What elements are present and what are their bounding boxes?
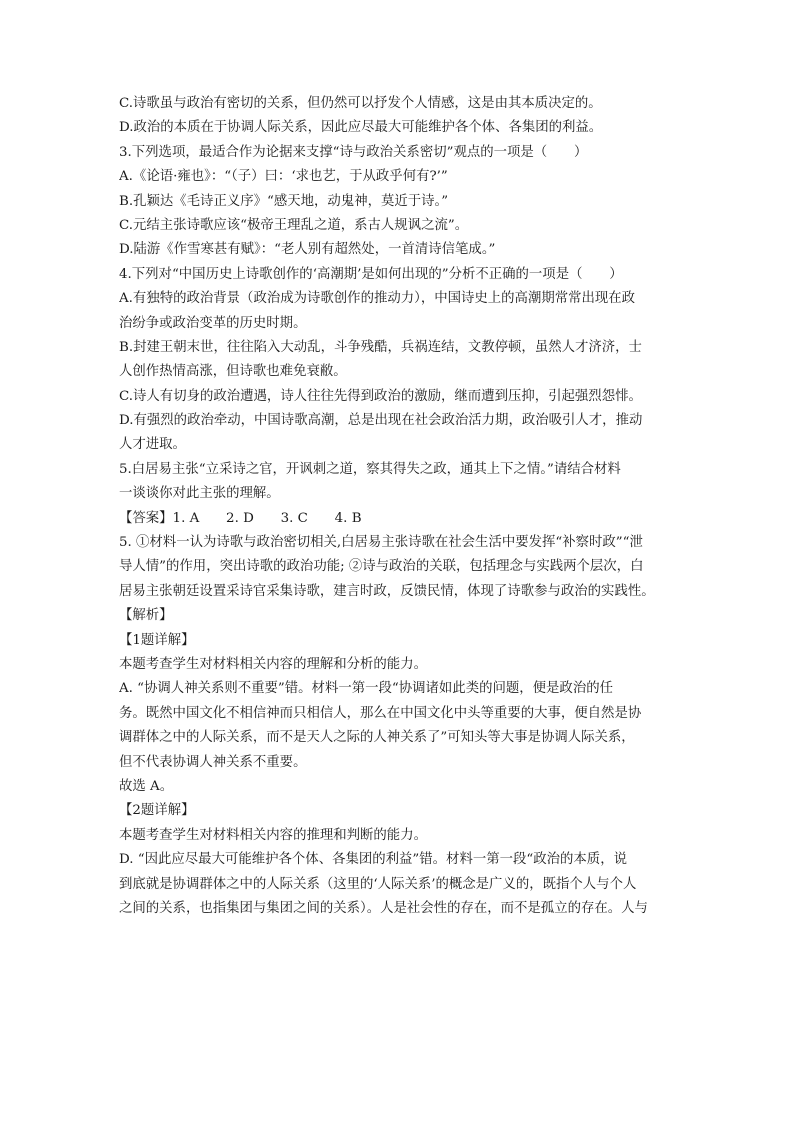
question-2-detail-heading: 【2题详解】	[119, 803, 195, 819]
answer-5-line-1: 5. ①材料一认为诗歌与政治密切相关,白居易主张诗歌在社会生活中要发挥“补察时政”“泄	[119, 535, 643, 551]
answer-5-line-3: 居易主张朝廷设置采诗官采集诗歌，建言时政，反馈民情，体现了诗歌参与政治的实践性。	[119, 583, 655, 599]
question-4-option-d-line-2: 人才进取。	[119, 437, 186, 453]
question-1-detail-heading: 【1题详解】	[119, 632, 195, 648]
question-2-detail-line-3: 之间的关系，也指集团与集团之间的关系）。人是社会性的存在，而不是孤立的存在。人与	[119, 900, 648, 916]
question-3-stem: 3.下列选项，最适合作为论据来支撑“诗与政治关系密切”观点的一项是（ ）	[119, 144, 588, 160]
option-c-line: C.诗歌虽与政治有密切的关系，但仍然可以抒发个人情感，这是由其本质决定的。	[119, 96, 602, 111]
question-3-option-b: B.孔颖达《毛诗正义序》“感天地，动鬼神，莫近于诗。”	[119, 193, 449, 209]
question-3-option-a: A.《论语·雍也》：“（子）曰：‘求也艺，于从政乎何有?’”	[119, 169, 448, 185]
question-5-stem-line-1: 5.白居易主张“立采诗之官，开讽刺之道，察其得失之政，通其上下之情。”请结合材料	[119, 461, 621, 477]
document-body	[119, 92, 689, 921]
question-1-detail-intro: 本题考查学生对材料相关内容的理解和分析的能力。	[119, 656, 427, 672]
question-1-detail-line-2: 务。既然中国文化不相信神而只相信人，那么在中国文化中头等重要的大事，便自然是协	[119, 705, 642, 721]
question-4-option-a-line-1: A.有独特的政治背景（政治成为诗歌创作的推动力），中国诗史上的高潮期常常出现在政	[119, 291, 636, 307]
question-4-option-d-line-1: D.有强烈的政治牵动，中国诗歌高潮，总是出现在社会政治活力期，政治吸引人才，推动	[119, 413, 643, 429]
question-2-detail-intro: 本题考查学生对材料相关内容的推理和判断的能力。	[119, 827, 427, 843]
question-4-option-b-line-2: 人创作热情高涨，但诗歌也难免衰敝。	[119, 364, 347, 380]
question-4-option-b-line-1: B.封建王朝末世，往往陷入大动乱，斗争残酷，兵祸连结，文教停顿，虽然人才济济，士	[119, 339, 642, 355]
question-2-detail-line-2: 到底就是协调群体之中的人际关系（这里的‘人际关系’的概念是广义的，既指个人与个人	[119, 876, 637, 892]
question-3-option-c: C.元结主张诗歌应该“极帝王理乱之道，系古人规讽之流”。	[119, 217, 469, 233]
answer-key: 【答案】1. A 2. D 3. C 4. B	[119, 510, 362, 526]
option-d-line: D.政治的本质在于协调人际关系，因此应尽最大可能维护各个体、各集团的利益。	[119, 120, 603, 136]
question-4-option-c: C.诗人有切身的政治遭遇，诗人往往先得到政治的激励，继而遭到压抑，引起强烈怨悱。	[119, 388, 642, 404]
question-4-option-a-line-2: 治纷争或政治变革的历史时期。	[119, 315, 307, 331]
analysis-heading: 【解析】	[119, 608, 173, 624]
question-1-detail-line-3: 调群体之中的人际关系，而不是天人之际的人神关系了”可知头等大事是协调人际关系，	[119, 730, 635, 746]
question-3-option-d: D.陆游《作雪寒甚有赋》：“老人别有超然处，一首清诗信笔成。”	[119, 242, 496, 258]
question-1-detail-line-1: A. “协调人神关系则不重要”错。材料一第一段“协调诸如此类的问题，便是政治的任	[119, 681, 613, 697]
answer-5-line-2: 导人情”的作用，突出诗歌的政治功能; ②诗与政治的关联，包括理念与实践两个层次，白	[119, 559, 644, 575]
question-1-conclusion: 故选 A。	[119, 778, 174, 794]
question-5-stem-line-2: 一谈谈你对此主张的理解。	[119, 486, 280, 502]
question-2-detail-line-1: D. “因此应尽最大可能维护各个体、各集团的利益”错。材料一第一段“政治的本质，说	[119, 852, 627, 868]
question-4-stem: 4.下列对“中国历史上诗歌创作的‘高潮期’是如何出现的”分析不正确的一项是（ ）	[119, 266, 623, 282]
question-1-detail-line-4: 但不代表协调人神关系不重要。	[119, 754, 307, 770]
